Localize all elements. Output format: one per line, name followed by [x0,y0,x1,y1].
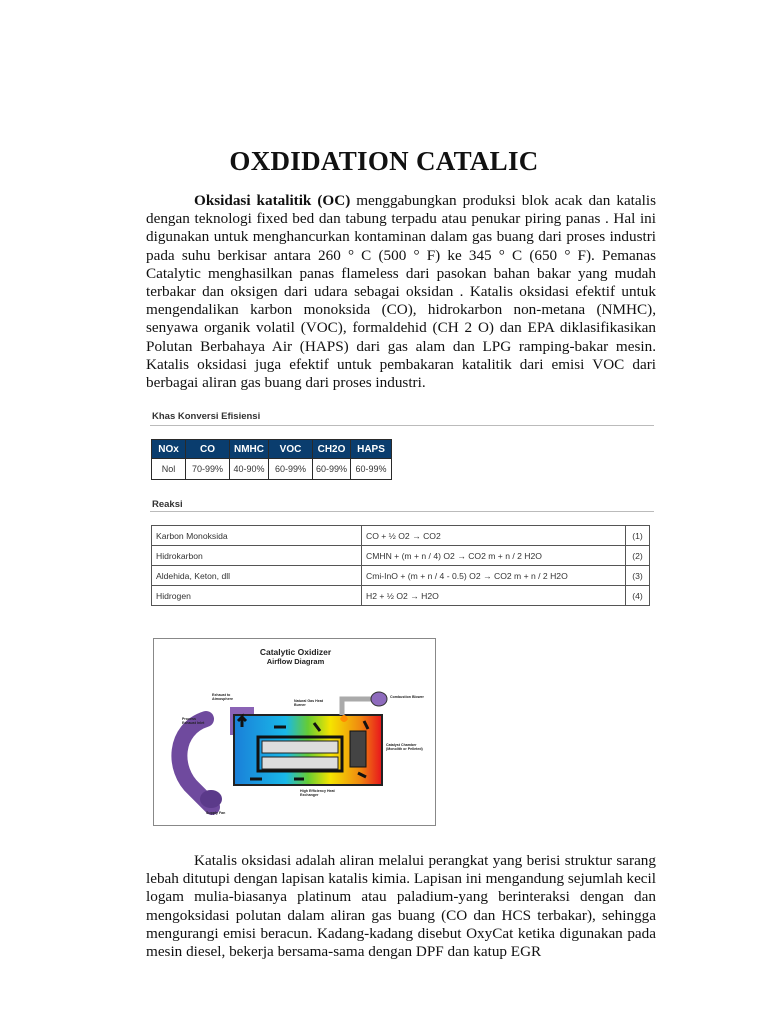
reaction-name: Hidrogen [152,586,362,606]
table-cell: 60-99% [269,459,313,480]
table-cell: 60-99% [351,459,392,480]
airflow-diagram [153,638,436,826]
reactions-section-label: Reaksi [152,499,183,510]
table-cell: 40-90% [230,459,269,480]
reaction-name: Hidrokarbon [152,546,362,566]
reaction-number: (1) [626,526,650,546]
body-paragraph [146,852,656,961]
table-row [152,566,650,586]
reaction-equation: CMHN + (m + n / 4) O2 → CO2 m + n / 2 H2O [362,546,626,566]
table-cell: 70-99% [186,459,230,480]
table-row [152,546,650,566]
table-header-cell: CH2O [313,440,351,459]
table-row [152,586,650,606]
reaction-equation: Cmi-InO + (m + n / 4 - 0.5) O2 → CO2 m + n / 2 H2O [362,566,626,586]
diagram-subtitle: Airflow Diagram [266,657,325,666]
label-process-inlet: Process Exhaust Inlet [182,717,205,726]
conversion-section-label: Khas Konversi Efisiensi [152,411,261,422]
table-header-cell: VOC [269,440,313,459]
reactions-table [151,525,650,606]
section-divider [150,511,654,512]
reaction-number: (2) [626,546,650,566]
label-catalyst-chamber: Catalyst Chamber (Monolith or Pelleted) [386,743,423,752]
intro-bold-lead: Oksidasi katalitik (OC) [194,192,351,209]
label-natural-gas-burner: Natural Gas Heat Burner [294,699,323,708]
table-header-cell: CO [186,440,230,459]
label-exhaust: Exhaust to Atmosphere [212,693,233,702]
table-header-row [152,440,392,459]
table-header-cell: HAPS [351,440,392,459]
label-supply-fan: Supply Fan [206,811,226,815]
reaction-number: (4) [626,586,650,606]
table-row [152,526,650,546]
table-cell: 60-99% [313,459,351,480]
body-paragraph-text: Katalis oksidasi adalah aliran melalui perangkat yang berisi struktur sarang lebah ditutupi dengan lapisan katalis kimia. Lapisan ini mengandung sejumlah kecil logam mulia-biasanya platinum atau paladium-yang berinteraksi dengan dan mengoksidasi polutan dalam aliran gas buang (CO dan HCS terbakar), sehingga mengurangi emisi beracun. Kadang-kadang disebut OxyCat ketika digunakan pada mesin diesel, bekerja bersama-sama dengan DPF dan katup EGR [146,852,656,961]
label-combustion-blower: Combustion Blower [390,695,424,699]
table-row [152,459,392,480]
reaction-name: Karbon Monoksida [152,526,362,546]
table-header-cell: NMHC [230,440,269,459]
intro-text: menggabungkan produksi blok acak dan katalis dengan teknologi fixed bed dan tabung terpadu atau penukar piring panas . Hal ini digunakan untuk menghancurkan kontaminan dalam gas buang dari proses industri pada suhu berkisar antara 260 ° C (500 ° F) ke 345 ° C (650 ° F). Pemanas Catalytic menghasilkan panas flameless dari pasokan bahan bakar yang mudah terbakar dan oksigen dari udara sebagai oksidan . Katalis oksidasi efektif untuk mengendalikan karbon monoksida (CO), hidrokarbon non-metana (NMHC), senyawa organik volatil (VOC), formaldehid (CH 2 O) dan EPA diklasifikasikan Polutan Berbahaya Air (HAPS) dari gas alam dan LPG ramping-bakar mesin. Katalis oksidasi juga efektif untuk pembakaran katalitik dari emisi VOC dari berbagai aliran gas buang dari proses industri. [146,192,656,392]
table-header-cell: NOx [152,440,186,459]
section-divider [150,425,654,426]
reaction-equation: H2 + ½ O2 → H2O [362,586,626,606]
conversion-efficiency-table [151,439,392,480]
reaction-name: Aldehida, Keton, dll [152,566,362,586]
reaction-equation: CO + ½ O2 → CO2 [362,526,626,546]
diagram-title: Catalytic Oxidizer [259,647,332,657]
reaction-number: (3) [626,566,650,586]
table-cell: Nol [152,459,186,480]
oxidizer-schematic [154,639,437,827]
label-heat-exchanger: High Efficiency Heat Exchanger [300,789,335,798]
document-title: OXDIDATION CATALIC [229,146,539,176]
intro-paragraph [146,192,656,392]
